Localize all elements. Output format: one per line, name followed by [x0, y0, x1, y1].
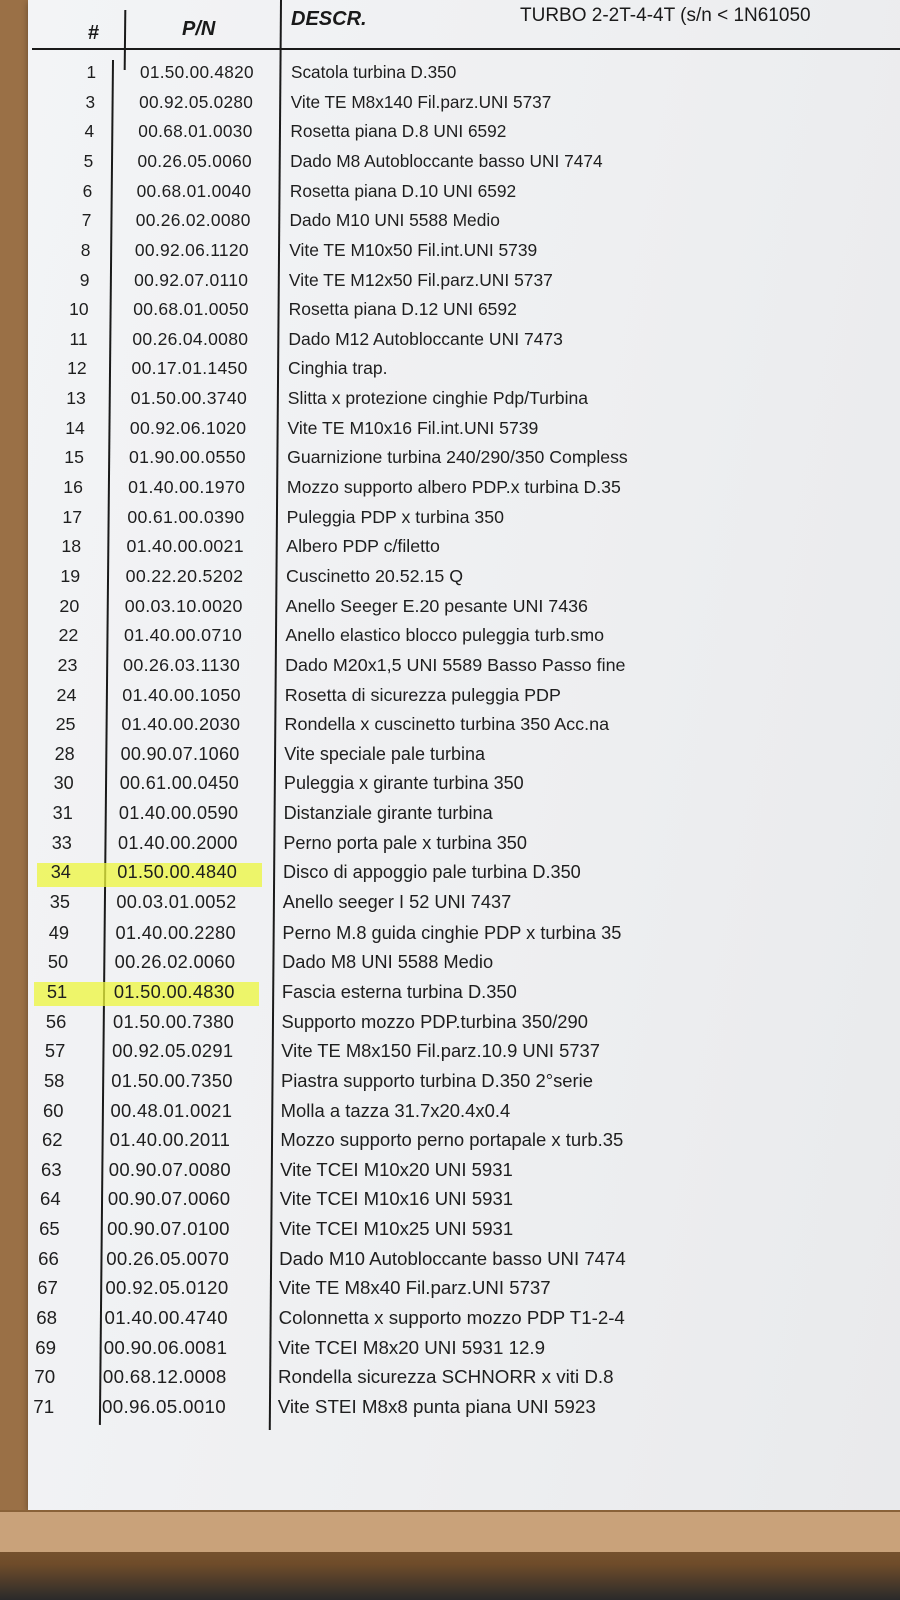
table-row — [0, 803, 900, 830]
table-row — [0, 270, 900, 297]
table-row — [0, 121, 900, 148]
row-description: Supporto mozzo PDP.turbina 350/290 — [281, 1010, 588, 1032]
row-number: 11 — [69, 328, 88, 349]
table-row — [0, 388, 900, 415]
row-description: Guarnizione turbina 240/290/350 Compless — [287, 447, 628, 468]
table-row — [0, 477, 900, 504]
row-description: Vite TCEI M8x20 UNI 5931 12.9 — [278, 1336, 545, 1358]
table-row — [0, 862, 900, 889]
table-row — [0, 1070, 900, 1097]
row-description: Distanziale girante turbina — [283, 803, 493, 824]
row-part-number: 00.48.01.0021 — [110, 1099, 233, 1121]
row-part-number: 00.96.05.0010 — [102, 1396, 227, 1417]
board-edge — [0, 1512, 900, 1552]
row-part-number: 01.50.00.4830 — [113, 980, 235, 1002]
row-description: Rosetta di sicurezza puleggia PDP — [284, 684, 561, 705]
row-part-number: 00.61.00.0390 — [127, 506, 245, 527]
row-part-number: 01.50.00.3740 — [130, 388, 248, 409]
table-row — [0, 358, 900, 385]
row-part-number: 01.40.00.0710 — [123, 625, 243, 646]
row-number: 49 — [48, 921, 70, 943]
row-description: Vite STEI M8x8 punta piana UNI 5923 — [277, 1396, 596, 1417]
row-number: 70 — [34, 1366, 56, 1388]
row-part-number: 01.40.00.2030 — [121, 714, 241, 735]
row-description: Anello elastico blocco puleggia turb.smo — [285, 625, 605, 646]
row-description: Rosetta piana D.10 UNI 6592 — [289, 180, 517, 201]
row-description: Vite TE M8x40 Fil.parz.UNI 5737 — [278, 1277, 551, 1299]
row-number: 4 — [84, 121, 95, 142]
row-number: 13 — [66, 388, 86, 409]
row-number: 28 — [54, 743, 75, 764]
row-description: Cuscinetto 20.52.15 Q — [285, 565, 464, 586]
table-row — [0, 1337, 900, 1364]
row-description: Mozzo supporto perno portapale x turb.35 — [280, 1129, 624, 1151]
table-row — [0, 1277, 900, 1304]
row-part-number: 00.68.01.0030 — [138, 121, 253, 142]
row-number: 30 — [53, 773, 74, 794]
row-number: 7 — [81, 210, 92, 231]
row-description: Anello Seeger E.20 pesante UNI 7436 — [285, 595, 588, 616]
table-row — [0, 240, 900, 267]
row-part-number: 00.68.12.0008 — [102, 1366, 227, 1388]
row-part-number: 00.03.01.0052 — [116, 892, 237, 913]
row-part-number: 00.26.03.1130 — [123, 654, 241, 675]
table-row — [0, 1307, 900, 1334]
document-title: TURBO 2-2T-4-4T (s/n < 1N61050 — [520, 5, 811, 26]
row-description: Perno porta pale x turbina 350 — [283, 832, 527, 853]
column-header-description: DESCR. — [291, 8, 367, 30]
row-number: 20 — [59, 595, 80, 616]
row-part-number: 00.90.07.0080 — [108, 1158, 231, 1180]
row-description: Vite TCEI M10x20 UNI 5931 — [280, 1158, 513, 1180]
row-number: 18 — [61, 536, 82, 557]
row-number: 31 — [52, 803, 73, 824]
row-number: 6 — [82, 180, 93, 201]
row-number: 1 — [86, 62, 96, 82]
table-row — [0, 714, 900, 741]
row-number: 14 — [65, 417, 85, 438]
row-part-number: 00.26.02.0060 — [114, 951, 236, 973]
row-part-number: 00.03.10.0020 — [124, 595, 243, 616]
row-number: 35 — [49, 892, 70, 913]
row-number: 17 — [62, 506, 83, 527]
table-row — [0, 655, 900, 682]
row-description: Fascia esterna turbina D.350 — [281, 980, 517, 1002]
row-part-number: 00.90.06.0081 — [103, 1336, 228, 1358]
row-part-number: 01.40.00.4740 — [104, 1307, 228, 1329]
table-row — [0, 1159, 900, 1186]
column-header-number: # — [88, 22, 100, 44]
table-row — [0, 507, 900, 534]
row-part-number: 01.40.00.1050 — [122, 684, 241, 705]
table-row — [0, 1396, 900, 1423]
row-part-number: 00.68.01.0040 — [136, 180, 252, 201]
row-description: Albero PDP c/filetto — [286, 536, 440, 557]
table-row — [0, 418, 900, 445]
table-row — [0, 1011, 900, 1038]
row-part-number: 00.90.07.0100 — [107, 1218, 230, 1240]
table-row — [0, 92, 900, 119]
row-number: 67 — [37, 1277, 58, 1299]
row-description: Vite speciale pale turbina — [284, 743, 485, 764]
row-part-number: 00.92.05.0291 — [112, 1040, 234, 1062]
table-row — [0, 685, 900, 712]
row-number: 12 — [67, 358, 87, 379]
row-number: 64 — [40, 1188, 61, 1210]
row-part-number: 00.22.20.5202 — [125, 565, 244, 586]
table-row — [0, 596, 900, 623]
row-part-number: 01.50.00.4820 — [140, 62, 254, 82]
row-number: 50 — [47, 951, 69, 973]
table-row — [0, 210, 900, 237]
row-part-number: 01.40.00.2011 — [109, 1129, 231, 1151]
row-number: 65 — [39, 1218, 60, 1240]
table-row — [0, 773, 900, 800]
row-description: Dado M20x1,5 UNI 5589 Basso Passo fine — [285, 654, 626, 675]
row-part-number: 00.90.07.1060 — [120, 743, 240, 764]
table-row — [0, 329, 900, 356]
table-row — [0, 151, 900, 178]
row-number: 25 — [55, 714, 76, 735]
row-part-number: 00.26.05.0060 — [137, 150, 252, 171]
row-description: Rosetta piana D.12 UNI 6592 — [288, 299, 517, 320]
row-number: 8 — [80, 239, 91, 260]
row-number: 58 — [43, 1069, 65, 1091]
row-number: 60 — [42, 1099, 64, 1121]
table-row — [0, 566, 900, 593]
header-divider — [32, 48, 900, 50]
row-part-number: 01.40.00.2280 — [115, 921, 236, 943]
row-part-number: 00.26.02.0080 — [135, 210, 251, 231]
row-part-number: 00.26.05.0070 — [106, 1247, 230, 1269]
row-number: 33 — [51, 832, 72, 853]
row-number: 68 — [36, 1307, 57, 1329]
row-number: 34 — [50, 862, 71, 883]
row-description: Rondella sicurezza SCHNORR x viti D.8 — [277, 1366, 614, 1388]
table-row — [0, 1100, 900, 1127]
row-part-number: 00.92.07.0110 — [134, 269, 249, 290]
row-part-number: 00.61.00.0450 — [119, 773, 240, 794]
row-description: Mozzo supporto albero PDP.x turbina D.35 — [286, 477, 621, 498]
table-row — [0, 951, 900, 978]
row-description: Vite TCEI M10x16 UNI 5931 — [279, 1188, 514, 1210]
row-number: 19 — [60, 565, 81, 586]
row-part-number: 00.17.01.1450 — [131, 358, 248, 379]
row-part-number: 01.40.00.1970 — [128, 477, 246, 498]
table-row — [0, 625, 900, 652]
row-description: Puleggia x girante turbina 350 — [283, 773, 524, 794]
row-part-number: 01.40.00.2000 — [118, 832, 238, 853]
row-part-number: 01.50.00.4840 — [117, 862, 238, 883]
row-description: Anello seeger I 52 UNI 7437 — [282, 892, 512, 913]
table-row — [0, 447, 900, 474]
row-part-number: 00.92.05.0280 — [139, 91, 254, 112]
table-row — [0, 744, 900, 771]
row-number: 56 — [45, 1010, 67, 1032]
row-description: Vite TE M12x50 Fil.parz.UNI 5737 — [288, 269, 553, 290]
table-row — [0, 62, 900, 89]
row-description: Cinghia trap. — [288, 358, 388, 379]
row-number: 62 — [42, 1129, 63, 1151]
table-row — [0, 1366, 900, 1393]
table-row — [0, 981, 900, 1008]
row-part-number: 01.50.00.7350 — [111, 1069, 233, 1091]
row-part-number: 00.90.07.0060 — [107, 1188, 231, 1210]
row-number: 57 — [44, 1040, 66, 1062]
table-row — [0, 181, 900, 208]
row-number: 23 — [57, 654, 78, 675]
row-description: Vite TE M10x50 Fil.int.UNI 5739 — [289, 239, 538, 260]
row-description: Molla a tazza 31.7x20.4x0.4 — [280, 1099, 511, 1121]
row-number: 9 — [79, 269, 90, 290]
table-row — [0, 536, 900, 563]
row-number: 22 — [58, 625, 79, 646]
row-description: Vite TE M10x16 Fil.int.UNI 5739 — [287, 417, 539, 438]
table-row — [0, 892, 900, 919]
row-description: Dado M10 Autobloccante basso UNI 7474 — [279, 1247, 626, 1269]
column-header-part-number: P/N — [182, 18, 216, 40]
row-description: Scatola turbina D.350 — [291, 62, 457, 82]
row-part-number: 00.92.06.1120 — [134, 239, 249, 260]
row-description: Vite TE M8x140 Fil.parz.UNI 5737 — [290, 91, 552, 112]
row-description: Puleggia PDP x turbina 350 — [286, 506, 504, 527]
row-description: Disco di appoggio pale turbina D.350 — [283, 862, 581, 883]
row-part-number: 00.26.04.0080 — [132, 328, 249, 349]
row-number: 66 — [38, 1247, 59, 1269]
row-number: 5 — [83, 150, 94, 171]
row-description: Piastra supporto turbina D.350 2°serie — [280, 1069, 593, 1091]
row-number: 15 — [64, 447, 84, 468]
row-description: Slitta x protezione cinghie Pdp/Turbina — [287, 388, 589, 409]
row-number: 3 — [85, 91, 96, 112]
row-part-number: 01.40.00.0021 — [126, 536, 244, 557]
row-number: 71 — [33, 1396, 55, 1417]
row-description: Dado M8 Autobloccante basso UNI 7474 — [290, 150, 603, 171]
row-part-number: 00.92.06.1020 — [129, 417, 247, 438]
row-part-number: 00.92.05.0120 — [105, 1277, 229, 1299]
row-number: 63 — [41, 1158, 62, 1180]
row-description: Rondella x cuscinetto turbina 350 Acc.na — [284, 714, 610, 735]
table-row — [0, 299, 900, 326]
row-number: 16 — [63, 477, 83, 498]
table-row — [0, 1248, 900, 1275]
table-row — [0, 1040, 900, 1067]
table-row — [0, 1188, 900, 1215]
table-row — [0, 833, 900, 860]
row-description: Colonnetta x supporto mozzo PDP T1-2-4 — [278, 1307, 625, 1329]
row-number: 10 — [69, 299, 89, 320]
row-part-number: 01.50.00.7380 — [112, 1010, 235, 1032]
row-number: 24 — [56, 684, 77, 705]
row-description: Perno M.8 guida cinghie PDP x turbina 35 — [282, 921, 622, 943]
table-row — [0, 922, 900, 949]
row-description: Dado M8 UNI 5588 Medio — [282, 951, 494, 973]
row-description: Vite TE M8x150 Fil.parz.10.9 UNI 5737 — [281, 1040, 600, 1062]
row-number: 69 — [35, 1336, 57, 1358]
row-description: Rosetta piana D.8 UNI 6592 — [290, 121, 507, 142]
row-description: Vite TCEI M10x25 UNI 5931 — [279, 1218, 514, 1240]
row-description: Dado M12 Autobloccante UNI 7473 — [288, 328, 563, 349]
row-part-number: 01.90.00.0550 — [129, 447, 246, 468]
table-row — [0, 1218, 900, 1245]
row-part-number: 00.68.01.0050 — [133, 299, 249, 320]
row-number: 51 — [46, 980, 68, 1002]
table-row — [0, 1129, 900, 1156]
row-description: Dado M10 UNI 5588 Medio — [289, 210, 500, 231]
row-part-number: 01.40.00.0590 — [118, 803, 239, 824]
